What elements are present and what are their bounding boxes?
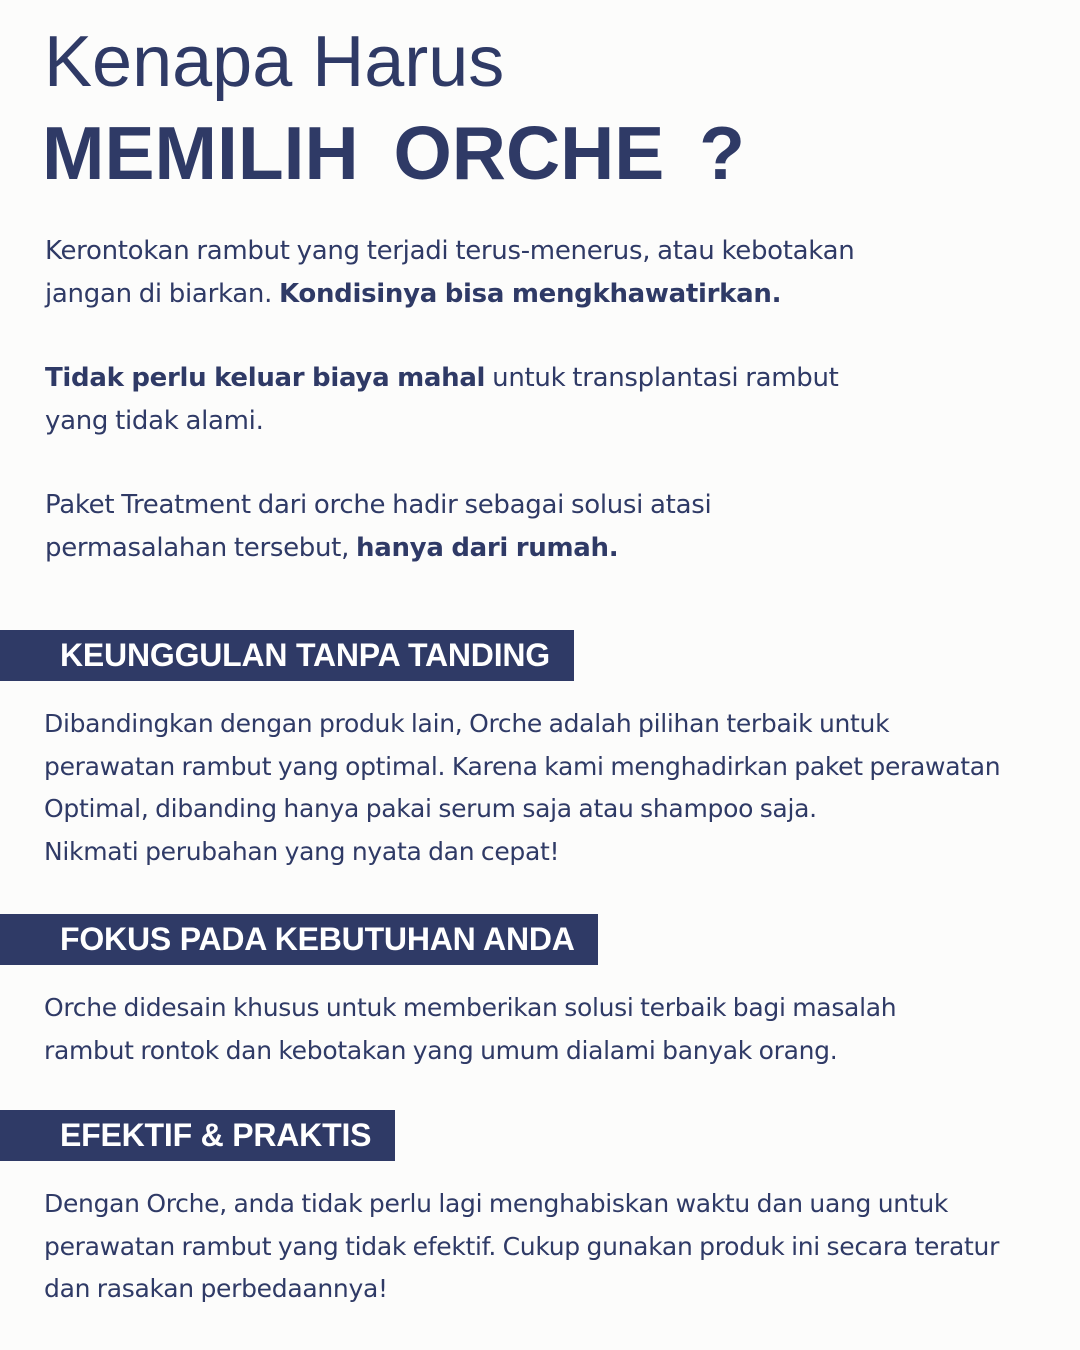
intro-paragraph-2 — [45, 357, 839, 443]
section-3-line-2: perawatan rambut yang tidak efektif. Cukup gunakan produk ini secara teratur — [44, 1231, 1000, 1261]
section-1-line-2: perawatan rambut yang optimal. Karena kami menghadirkan paket perawatan — [44, 751, 1001, 781]
section-body-keunggulan — [44, 703, 1000, 873]
section-banner-keunggulan: KEUNGGULAN TANPA TANDING — [0, 630, 574, 681]
intro-p1-line-2-text: jangan di biarkan. — [45, 279, 279, 309]
section-body-efektif — [44, 1183, 999, 1311]
section-1-line-1: Dibandingkan dengan produk lain, Orche adalah pilihan terbaik untuk — [44, 709, 890, 738]
intro-p3-line-2 — [45, 527, 711, 570]
section-3-line-1: Dengan Orche, anda tidak perlu lagi menghabiskan waktu dan uang untuk — [44, 1189, 949, 1218]
heading-line-1: Kenapa Harus — [44, 22, 505, 102]
section-2-line-1: Orche didesain khusus untuk memberikan solusi terbaik bagi masalah — [44, 993, 897, 1022]
intro-paragraph-3 — [45, 484, 711, 570]
heading-line-2: MEMILIH ORCHE ? — [42, 111, 745, 195]
intro-p1-line-2-emphasis: Kondisinya bisa mengkhawatirkan. — [279, 279, 782, 309]
intro-p3-line-2-emphasis: hanya dari rumah. — [356, 533, 619, 563]
intro-p1-line-2 — [45, 273, 854, 316]
section-3-line-3: dan rasakan perbedaannya! — [44, 1274, 388, 1303]
section-body-fokus — [44, 987, 896, 1072]
section-2-line-2: rambut rontok dan kebotakan yang umum dialami banyak orang. — [44, 1035, 838, 1065]
intro-p2-line-1-text: untuk transplantasi rambut — [485, 363, 839, 393]
intro-p2-line-1-emphasis: Tidak perlu keluar biaya mahal — [45, 363, 486, 393]
intro-p2-line-2: yang tidak alami. — [45, 406, 264, 436]
section-1-line-3: Optimal, dibanding hanya pakai serum saja atau shampoo saja. — [44, 794, 817, 823]
section-banner-efektif: EFEKTIF & PRAKTIS — [0, 1110, 395, 1161]
intro-p2-line-1 — [45, 357, 839, 400]
intro-p1-line-1: Kerontokan rambut yang terjadi terus-menerus, atau kebotakan — [45, 236, 855, 266]
intro-p3-line-1: Paket Treatment dari orche hadir sebagai solusi atasi — [45, 490, 712, 520]
intro-p3-line-2-text: permasalahan tersebut, — [45, 533, 357, 563]
intro-paragraph-1 — [45, 230, 854, 316]
section-1-line-4: Nikmati perubahan yang nyata dan cepat! — [44, 836, 560, 866]
section-banner-fokus: FOKUS PADA KEBUTUHAN ANDA — [0, 914, 598, 965]
